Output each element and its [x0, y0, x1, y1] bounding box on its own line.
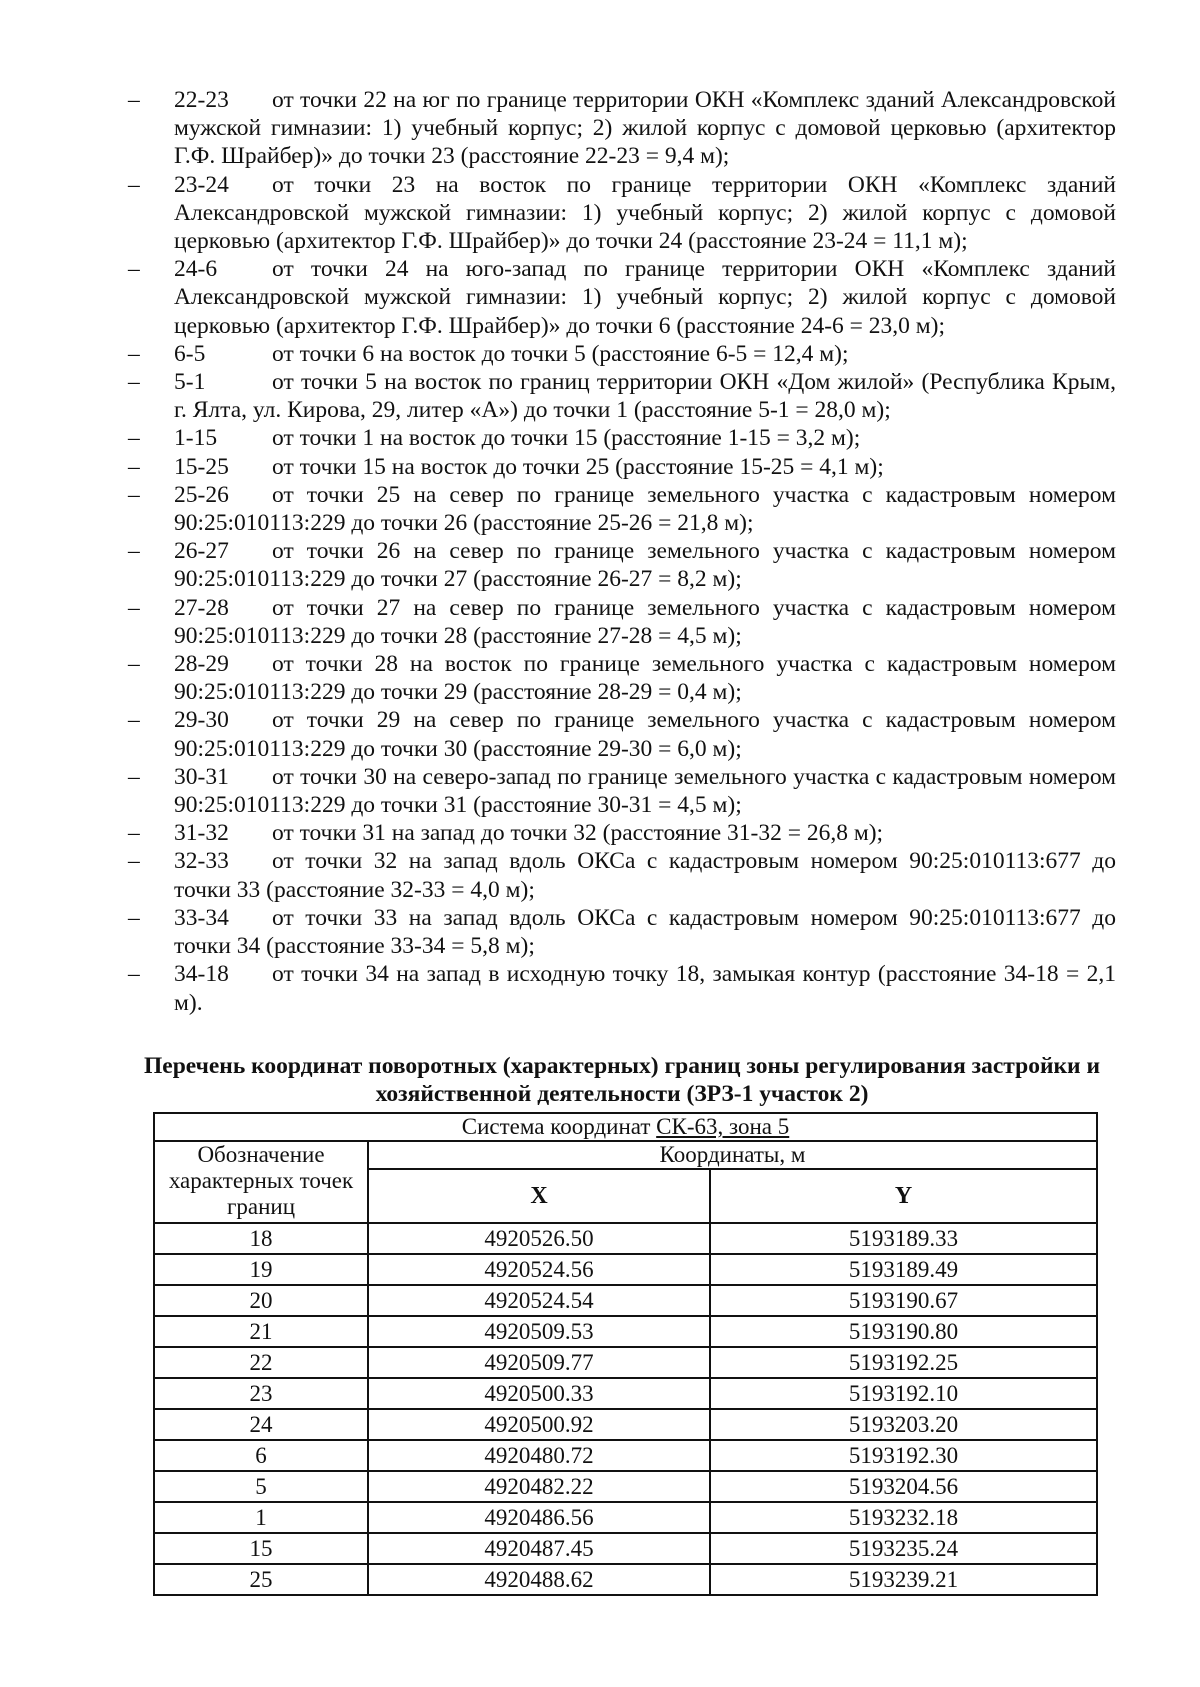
cell-y: 5193190.80 — [710, 1316, 1097, 1347]
dash-marker: – — [128, 256, 140, 283]
cell-point: 19 — [154, 1254, 368, 1285]
dash-marker: – — [128, 820, 140, 847]
segment-description: от точки 28 на восток по границе земельного участка с кадастровым номером 90:25:010113:229 до точки 29 (расстояние 28-29 = 0,4 м); — [174, 651, 1116, 706]
cell-point: 22 — [154, 1347, 368, 1378]
segment-description: от точки 15 на восток до точки 25 (расстояние 15-25 = 4,1 м); — [272, 453, 884, 480]
coordinates-heading: Перечень координат поворотных (характерных) границ зоны регулирования застройки и хозяйственной деятельности (ЗРЗ-1 участок 2) — [144, 1053, 1100, 1107]
segment-description: от точки 33 на запад вдоль ОКСа с кадастровым номером 90:25:010113:677 до точки 34 (расстояние 33-34 = 5,8 м); — [174, 904, 1116, 960]
segment-item — [128, 706, 1116, 762]
cell-y: 5193192.30 — [710, 1440, 1097, 1471]
segment-code: 26-27 — [174, 538, 229, 565]
boundary-segment-list — [128, 86, 1116, 1017]
coordinates-table — [153, 1112, 1098, 1596]
cell-x: 4920487.45 — [368, 1533, 710, 1564]
table-row — [154, 1347, 1097, 1378]
cell-y: 5193203.20 — [710, 1409, 1097, 1440]
dash-marker: – — [128, 904, 140, 931]
cell-y: 5193204.56 — [710, 1471, 1097, 1502]
dash-marker: – — [128, 481, 140, 508]
cell-x: 4920509.77 — [368, 1347, 710, 1378]
cell-y: 5193235.24 — [710, 1533, 1097, 1564]
cell-y: 5193239.21 — [710, 1564, 1097, 1595]
segment-item — [128, 340, 1116, 368]
segment-item — [128, 819, 1116, 847]
cell-y: 5193232.18 — [710, 1502, 1097, 1533]
segment-item — [128, 368, 1116, 424]
table-row — [154, 1471, 1097, 1502]
cell-x: 4920486.56 — [368, 1502, 710, 1533]
segment-item — [128, 594, 1116, 650]
dash-marker: – — [128, 651, 140, 678]
cell-x: 4920500.92 — [368, 1409, 710, 1440]
cell-y: 5193190.67 — [710, 1285, 1097, 1316]
dash-marker: – — [128, 763, 140, 790]
segment-description: от точки 1 на восток до точки 15 (расстояние 1-15 = 3,2 м); — [272, 425, 861, 452]
segment-description: от точки 30 на северо-запад по границе земельного участка с кадастровым номером 90:25:010113:229 до точки 31 (расстояние 30-31 = 4,5 м); — [174, 763, 1116, 819]
cell-point: 21 — [154, 1316, 368, 1347]
segment-item — [128, 171, 1116, 256]
segment-item — [128, 255, 1116, 340]
segment-description: от точки 34 на запад в исходную точку 18, замыкая контур (расстояние 34-18 = 2,1 м). — [174, 961, 1116, 1016]
segment-description: от точки 5 на восток по границ территории ОКН «Дом жилой» (Республика Крым, г. Ялта, ул. Кирова, 29, литер «А») до точки 1 (расстояние 5-1 = 28,0 м); — [174, 369, 1116, 424]
dash-marker: – — [128, 453, 140, 480]
y-column-header: Y — [710, 1169, 1097, 1223]
segment-description: от точки 31 на запад до точки 32 (расстояние 31-32 = 26,8 м); — [272, 820, 884, 847]
segment-code: 5-1 — [174, 369, 206, 396]
cell-x: 4920488.62 — [368, 1564, 710, 1595]
cell-y: 5193192.25 — [710, 1347, 1097, 1378]
segment-code: 34-18 — [174, 961, 229, 988]
segment-code: 25-26 — [174, 481, 229, 508]
cell-point: 20 — [154, 1285, 368, 1316]
cell-x: 4920524.56 — [368, 1254, 710, 1285]
table-row — [154, 1502, 1097, 1533]
cell-y: 5193189.49 — [710, 1254, 1097, 1285]
segment-code: 32-33 — [174, 848, 229, 875]
segment-item — [128, 904, 1116, 960]
segment-item — [128, 650, 1116, 706]
cell-x: 4920482.22 — [368, 1471, 710, 1502]
cell-x: 4920526.50 — [368, 1223, 710, 1254]
table-row — [154, 1533, 1097, 1564]
dash-marker: – — [128, 340, 140, 367]
table-row — [154, 1316, 1097, 1347]
table-row — [154, 1564, 1097, 1595]
segment-description: от точки 24 на юго-запад по границе территории ОКН «Комплекс зданий Александровской мужской гимназии: 1) учебный корпус; 2) жилой корпус с домовой церковью (архитектор Г.Ф. Шрайбер)» до точки 6 (расстояние 24-6 = 23,0 м); — [174, 256, 1116, 339]
dash-marker: – — [128, 538, 140, 565]
coordinate-system-label: Система координат — [461, 1114, 657, 1139]
table-row — [154, 1223, 1097, 1254]
cell-y: 5193192.10 — [710, 1378, 1097, 1409]
segment-description: от точки 25 на север по границе земельного участка с кадастровым номером 90:25:010113:229 до точки 26 (расстояние 25-26 = 21,8 м); — [174, 481, 1116, 537]
segment-item — [128, 847, 1116, 903]
cell-x: 4920500.33 — [368, 1378, 710, 1409]
segment-code: 31-32 — [174, 820, 229, 847]
table-row — [154, 1378, 1097, 1409]
segment-code: 22-23 — [174, 87, 229, 113]
segment-description: от точки 22 на юг по границе территории ОКН «Комплекс зданий Александровской мужской гимназии: 1) учебный корпус; 2) жилой корпус с домовой церковью (архитектор Г.Ф. Шрайбер)» до точки 23 (расстояние 22-23 = 9,4 м); — [174, 87, 1116, 170]
cell-x: 4920480.72 — [368, 1440, 710, 1471]
table-row — [154, 1285, 1097, 1316]
coordinates-header: Координаты, м — [368, 1141, 1097, 1169]
segment-code: 28-29 — [174, 651, 229, 678]
cell-point: 24 — [154, 1409, 368, 1440]
dash-marker: – — [128, 594, 140, 621]
segment-code: 29-30 — [174, 707, 229, 734]
segment-item — [128, 453, 1116, 481]
segment-item — [128, 424, 1116, 452]
dash-marker: – — [128, 87, 140, 113]
cell-x: 4920509.53 — [368, 1316, 710, 1347]
segment-description: от точки 32 на запад вдоль ОКСа с кадастровым номером 90:25:010113:677 до точки 33 (расстояние 32-33 = 4,0 м); — [174, 848, 1116, 903]
segment-code: 27-28 — [174, 594, 229, 621]
segment-code: 24-6 — [174, 256, 218, 283]
cell-point: 6 — [154, 1440, 368, 1471]
point-column-header: Обозначение характерных точек границ — [154, 1141, 368, 1223]
coordinate-system-cell — [154, 1113, 1097, 1141]
segment-description: от точки 23 на восток по границе территории ОКН «Комплекс зданий Александровской мужской гимназии: 1) учебный корпус; 2) жилой корпус с домовой церковью (архитектор Г.Ф. Шрайбер)» до точки 24 (расстояние 23-24 = 11,1 м); — [174, 171, 1116, 255]
dash-marker: – — [128, 369, 140, 396]
segment-item — [128, 86, 1116, 171]
segment-item — [128, 481, 1116, 537]
segment-code: 15-25 — [174, 453, 229, 480]
segment-description: от точки 6 на восток до точки 5 (расстояние 6-5 = 12,4 м); — [272, 340, 849, 367]
segment-code: 6-5 — [174, 340, 206, 367]
segment-item — [128, 763, 1116, 819]
cell-point: 25 — [154, 1564, 368, 1595]
segment-description: от точки 26 на север по границе земельного участка с кадастровым номером 90:25:010113:229 до точки 27 (расстояние 26-27 = 8,2 м); — [174, 538, 1116, 593]
cell-y: 5193189.33 — [710, 1223, 1097, 1254]
cell-point: 23 — [154, 1378, 368, 1409]
table-row — [154, 1254, 1097, 1285]
x-column-header: X — [368, 1169, 710, 1223]
cell-point: 1 — [154, 1502, 368, 1533]
dash-marker: – — [128, 171, 140, 198]
dash-marker: – — [128, 848, 140, 875]
segment-item — [128, 960, 1116, 1016]
segment-code: 1-15 — [174, 425, 218, 452]
cell-point: 5 — [154, 1471, 368, 1502]
segment-description: от точки 29 на север по границе земельного участка с кадастровым номером 90:25:010113:229 до точки 30 (расстояние 29-30 = 6,0 м); — [174, 707, 1116, 762]
table-row — [154, 1440, 1097, 1471]
table-row — [154, 1409, 1097, 1440]
segment-item — [128, 537, 1116, 593]
segment-code: 30-31 — [174, 763, 229, 790]
dash-marker: – — [128, 425, 140, 452]
cell-point: 18 — [154, 1223, 368, 1254]
segment-description: от точки 27 на север по границе земельного участка с кадастровым номером 90:25:010113:229 до точки 28 (расстояние 27-28 = 4,5 м); — [174, 594, 1116, 649]
dash-marker: – — [128, 961, 140, 988]
dash-marker: – — [128, 707, 140, 734]
coordinate-system-value: СК-63, зона 5 — [656, 1114, 790, 1139]
segment-code: 23-24 — [174, 171, 229, 198]
segment-code: 33-34 — [174, 904, 229, 931]
cell-point: 15 — [154, 1533, 368, 1564]
cell-x: 4920524.54 — [368, 1285, 710, 1316]
